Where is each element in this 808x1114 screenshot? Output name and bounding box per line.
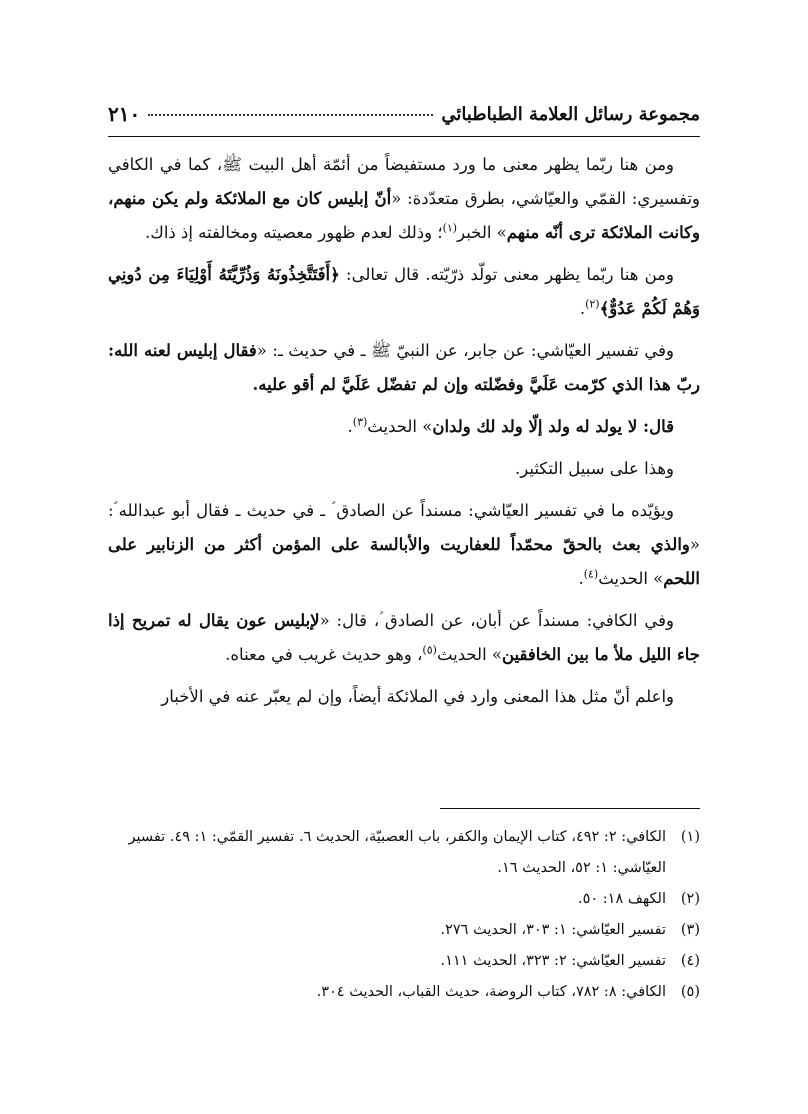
text-run: وهذا على سبيل التكثير. — [515, 459, 674, 478]
paragraph — [108, 452, 700, 486]
text-run: وفي تفسير العيّاشي: عن جابر، عن النبيّ ﷺ ـ في حديث ـ: « — [256, 341, 674, 360]
footnote — [108, 977, 700, 1008]
footnote-ref[interactable]: (٤) — [583, 567, 599, 581]
footnote-number: (٢) — [680, 891, 700, 907]
quote-bold: فقال إبليس لعنه الله: ربّ هذا الذي كرّمت عَلَيَّ وفضّلته وإن لم تفضّل عَلَيَّ لم أقو عليه. — [108, 341, 700, 394]
footnote — [108, 946, 700, 977]
text-run: » الحديث — [367, 417, 433, 436]
footnote — [108, 822, 700, 884]
footnote-number: (٣) — [680, 922, 700, 938]
footnote-number: (٤) — [680, 953, 700, 969]
text-run: » الحديث — [436, 645, 502, 664]
quote-bold: لإبليس عون يقال له تمريح إذا جاء الليل ملأ ما بين الخافقين — [108, 611, 700, 664]
paragraph — [108, 680, 700, 714]
text-run: واعلم أنّ مثل هذا المعنى وارد في الملائكة أيضاً، وإن لم يعبّر عنه في الأخبار — [161, 687, 674, 706]
text-run: » الحديث — [598, 569, 664, 588]
text-run: ، وهو حديث غريب في معناه. — [225, 645, 423, 664]
footnote-number: (٥) — [680, 984, 700, 1000]
footnote-ref[interactable]: (١) — [442, 221, 458, 235]
footnote-ref[interactable]: (٥) — [422, 643, 437, 657]
quote-bold: قال: — [637, 417, 674, 436]
paragraph — [108, 334, 700, 402]
text-run: » الخبر — [457, 223, 507, 242]
text-run: . — [579, 299, 586, 318]
quote-bold: والذي بعث بالحقّ محمّداً للعفاريت والأبالسة على المؤمن أكثر من الزنابير على اللحم — [108, 535, 700, 588]
text-run: ومن هنا ربّما يظهر معنى ما ورد مستفيضاً من أئمّة أهل البيت ﷺ، كما في الكافي وتفسيري: القمّي والعيّاشي، بطرق متعدّدة: « — [108, 155, 701, 208]
footnote-text: الكافي: ٢: ٤٩٢، كتاب الإيمان والكفر، باب العصبيّة، الحديث ٦. تفسير القمّي: ١: ٤٩. تفسير العيّاشي: ١: ٥٢، الحديث ١٦. — [128, 829, 666, 876]
footnote — [108, 915, 700, 946]
footnote-text: الكهف ١٨: ٥٠. — [577, 891, 666, 907]
paragraph — [108, 410, 700, 444]
text-run: ومن هنا ربّما يظهر معنى تولّد ذرّيّته. قال تعالى: — [339, 265, 674, 284]
paragraph — [108, 604, 700, 672]
footnotes — [108, 822, 700, 1008]
quote-bold: لا يولد له ولد إلّا ولد لك ولدان — [432, 417, 638, 436]
page-number: ٢١٠ — [108, 102, 141, 126]
footnote-ref[interactable]: (٢) — [585, 297, 600, 311]
leader-dots — [148, 113, 433, 116]
text-run: . — [578, 569, 584, 588]
footnote-ref[interactable]: (٣) — [352, 415, 368, 429]
book-title: مجموعة رسائل العلامة الطباطبائي — [441, 103, 700, 125]
text-run: ؛ وذلك لعدم ظهور معصيته ومخالفته إذ ذاك. — [144, 223, 443, 242]
footnote-text: تفسير العيّاشي: ٢: ٣٢٣، الحديث ١١١. — [440, 953, 666, 969]
quran-verse: ﴿أَفَتَتَّخِذُونَهُ وَذُرِّيَّتَهُ أَوْلِيَاءَ مِن دُونِي وَهُمْ لَكُمْ عَدُوٌّ﴾ — [108, 265, 700, 318]
paragraph — [108, 148, 700, 250]
footnote-text: الكافي: ٨: ٧٨٢، كتاب الروضة، حديث القباب، الحديث ٣٠٤. — [316, 984, 666, 1000]
footnote-text: تفسير العيّاشي: ١: ٣٠٣، الحديث ٢٧٦. — [440, 922, 666, 938]
quote-bold: أنّ إبليس كان مع الملائكة ولم يكن منهم، وكانت الملائكة ترى أنّه منهم — [108, 189, 700, 242]
text-run: ويؤيّده ما في تفسير العيّاشي: مسنداً عن الصادق ؑ ـ في حديث ـ فقال أبو عبدالله ؑ: « — [108, 501, 700, 554]
text-run: وفي الكافي: مسنداً عن أبان، عن الصادق ؑ، قال: « — [319, 611, 674, 630]
footnote-number: (١) — [680, 829, 700, 845]
footnote-divider — [440, 808, 700, 809]
paragraph — [108, 258, 700, 326]
text-run: . — [347, 417, 353, 436]
footnote — [108, 884, 700, 915]
main-text — [108, 148, 700, 722]
paragraph — [108, 494, 700, 596]
running-header — [108, 92, 700, 137]
